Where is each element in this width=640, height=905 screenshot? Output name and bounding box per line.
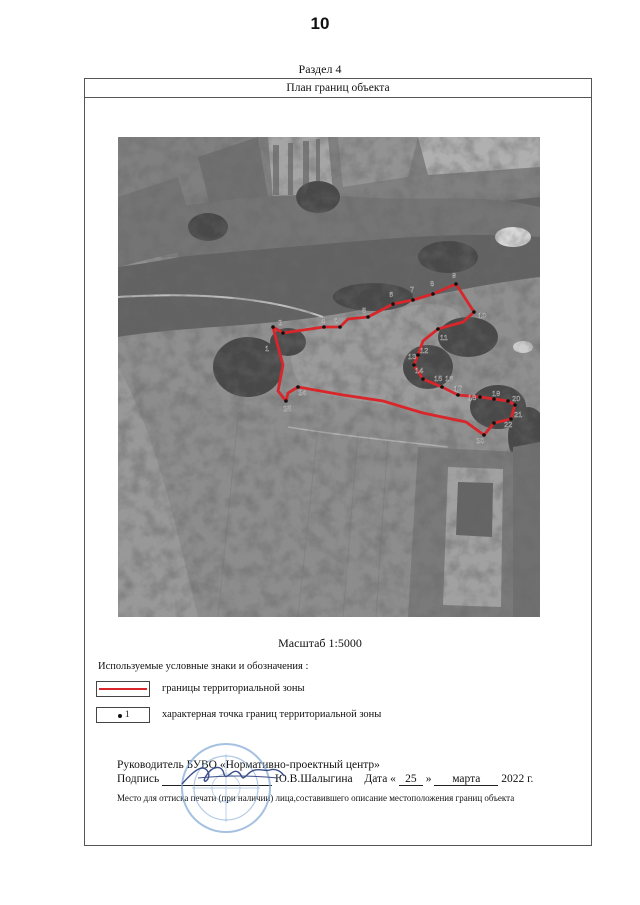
legend-title: Используемые условные знаки и обозначения :	[98, 661, 309, 672]
point-label: 7	[410, 285, 415, 294]
point-label: 25	[283, 404, 292, 413]
page-number: 10	[310, 14, 330, 33]
sign-label: Подпись	[117, 773, 160, 785]
point-label: 24	[298, 388, 307, 397]
aerial-map-svg	[118, 137, 540, 617]
legend-text-boundary: границы территориальной зоны	[162, 683, 305, 694]
point-label: 14	[415, 366, 424, 375]
head-line: Руководитель БУВО «Нормативно-проектный центр»	[117, 759, 380, 771]
point-label: 20	[512, 394, 521, 403]
point-label: 16	[445, 374, 454, 383]
aerial-map	[118, 137, 540, 617]
signer-name: Ю.В.Шалыгина	[274, 773, 353, 785]
legend-symbol-point	[96, 707, 150, 723]
point-dot-icon	[118, 714, 122, 718]
date-mid: »	[425, 773, 432, 785]
point-label: 6	[389, 290, 394, 299]
point-label: 15	[434, 374, 443, 383]
point-label: 1	[265, 344, 270, 353]
red-line-symbol	[99, 688, 147, 690]
frame-header: План границ объекта	[85, 79, 591, 98]
map-scale: Масштаб 1:5000	[278, 636, 362, 650]
point-label: 10	[478, 311, 487, 320]
point-label: 13	[408, 352, 417, 361]
handwritten-signature	[178, 758, 288, 790]
point-label: 5	[362, 306, 367, 315]
legend-text-point: характерная точка границ территориальной зоны	[162, 709, 382, 720]
point-label: 8	[430, 279, 435, 288]
point-label: 3	[334, 316, 339, 325]
point-label: 17	[454, 384, 463, 393]
point-label: 19	[492, 389, 501, 398]
date-year: 2022 г.	[501, 773, 534, 785]
date-month: марта	[434, 773, 498, 786]
point-label: 4	[321, 316, 326, 325]
section-title: Раздел 4	[298, 62, 342, 76]
point-label: 11	[440, 333, 448, 342]
point-label: 12	[420, 346, 429, 355]
legend-point-label: 1	[125, 709, 130, 719]
legend-symbol-boundary-line	[96, 681, 150, 697]
date-label: Дата «	[364, 773, 396, 785]
point-label: 2	[278, 318, 283, 327]
point-label: 9	[452, 271, 457, 280]
date-day: 25	[399, 773, 423, 786]
point-label: 21	[514, 410, 523, 419]
point-label: 23	[476, 436, 485, 445]
point-label: 22	[504, 420, 513, 429]
stamp-note: Место для оттиска печати (при наличии) лица,составившего описание местоположения границ объекта	[117, 793, 515, 803]
point-label: 18	[468, 393, 477, 402]
